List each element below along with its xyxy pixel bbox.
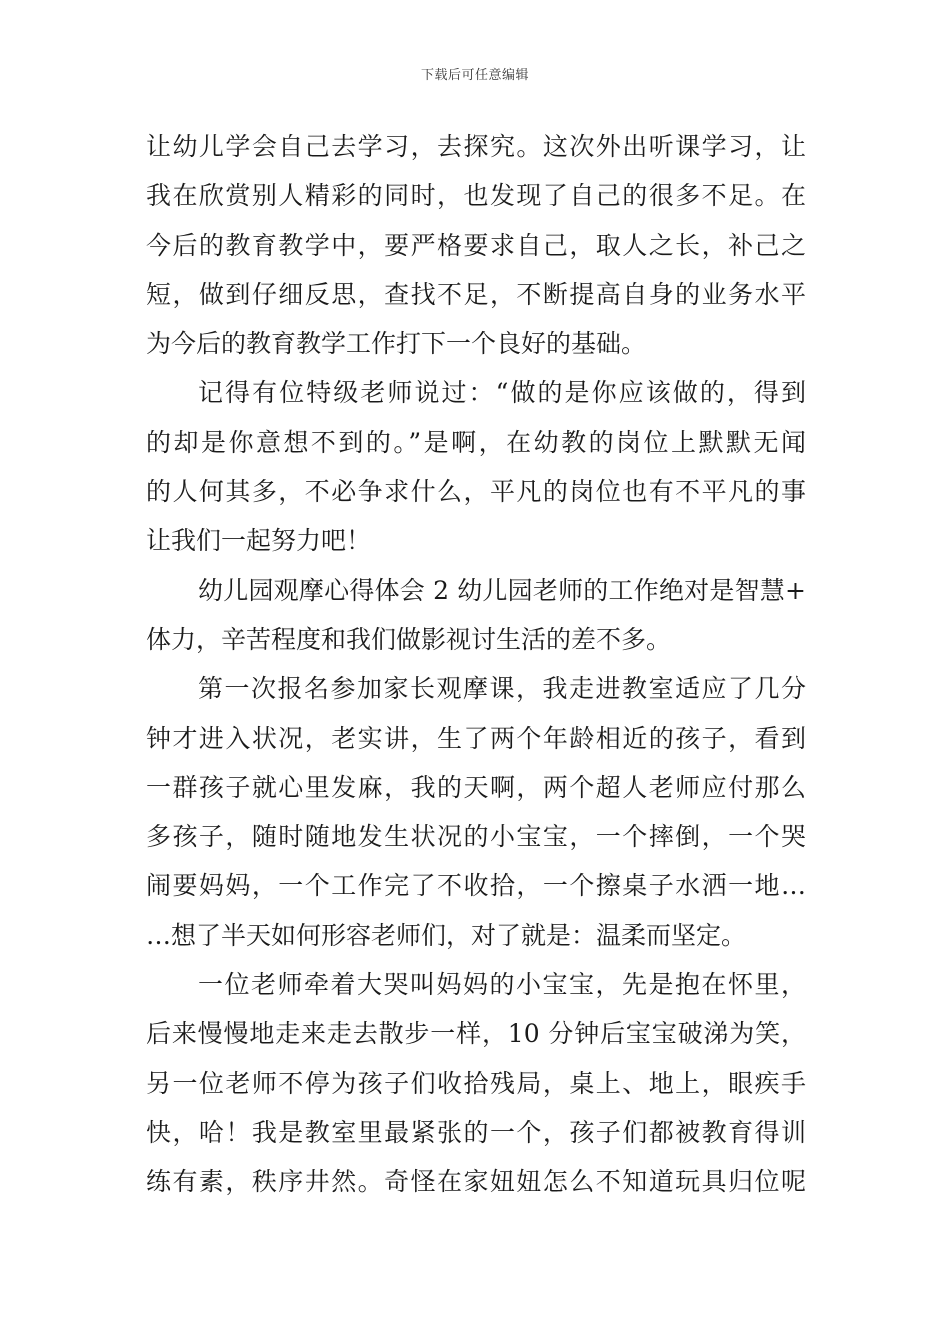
text-line: 记得有位特级老师说过：“做的是你应该做的，得到 bbox=[198, 378, 806, 408]
text-line: 短，做到仔细反思，查找不足，不断提高自身的业务水平 bbox=[146, 279, 806, 309]
body-text bbox=[146, 122, 806, 1207]
text-line: 幼儿园观摩心得体会 2 幼儿园老师的工作绝对是智慧+ bbox=[198, 575, 806, 605]
text-line: 第一次报名参加家长观摩课，我走进教室适应了几分 bbox=[198, 674, 806, 704]
text-line: 另一位老师不停为孩子们收拾残局，桌上、地上，眼疾手 bbox=[146, 1068, 806, 1098]
text-line: 我在欣赏别人精彩的同时，也发现了自己的很多不足。在 bbox=[146, 181, 806, 211]
text-line: 的人何其多，不必争求什么，平凡的岗位也有不平凡的事 bbox=[146, 477, 806, 507]
text-line: 练有素，秩序井然。奇怪在家妞妞怎么不知道玩具归位呢 bbox=[146, 1167, 806, 1197]
text-line: …想了半天如何形容老师们，对了就是：温柔而坚定。 bbox=[146, 920, 747, 950]
text-line: 钟才进入状况，老实讲，生了两个年龄相近的孩子，看到 bbox=[146, 723, 806, 753]
text-line: 让幼儿学会自己去学习，去探究。这次外出听课学习，让 bbox=[146, 132, 806, 161]
text-line: 快，哈！我是教室里最紧张的一个，孩子们都被教育得训 bbox=[146, 1117, 806, 1147]
text-line: 为今后的教育教学工作打下一个良好的基础。 bbox=[146, 329, 647, 359]
text-line: 的却是你意想不到的。”是啊，在幼教的岗位上默默无闻 bbox=[146, 427, 806, 457]
text-line: 多孩子，随时随地发生状况的小宝宝，一个摔倒，一个哭 bbox=[146, 822, 806, 852]
text-line: 体力，辛苦程度和我们做影视讨生活的差不多。 bbox=[146, 624, 672, 654]
text-line: 一位老师牵着大哭叫妈妈的小宝宝，先是抱在怀里， bbox=[198, 970, 806, 1000]
text-line: 让我们一起努力吧！ bbox=[146, 526, 372, 556]
text-line: 一群孩子就心里发麻，我的天啊，两个超人老师应付那么 bbox=[146, 772, 806, 802]
text-line: 后来慢慢地走来走去散步一样，10 分钟后宝宝破涕为笑， bbox=[146, 1019, 806, 1049]
page-header: 下载后可任意编辑 bbox=[420, 68, 529, 83]
text-line: 闹要妈妈，一个工作完了不收拾，一个擦桌子水洒一地… bbox=[146, 871, 806, 901]
text-line: 今后的教育教学中，要严格要求自己，取人之长，补己之 bbox=[146, 230, 806, 260]
